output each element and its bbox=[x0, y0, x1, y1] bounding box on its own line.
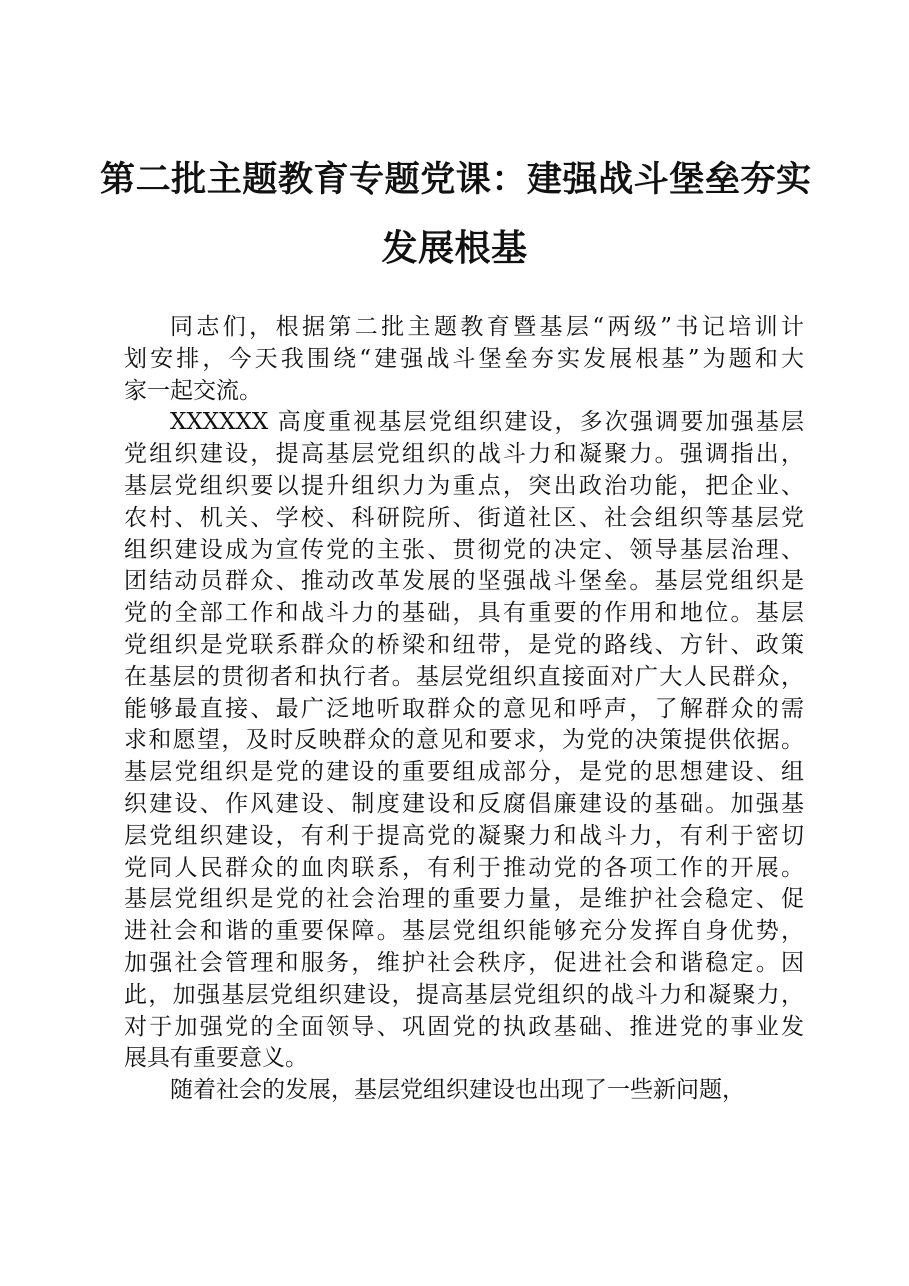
body-line: 此，加强基层党组织建设，提高基层党组织的战斗力和凝聚力， bbox=[124, 981, 804, 1008]
body-line: 同志们，根据第二批主题教育暨基层“两级”书记培训计 bbox=[170, 314, 804, 340]
body-line: 基层党组织要以提升组织力为重点，突出政治功能，把企业、 bbox=[124, 472, 804, 499]
body-line: 基层党组织是党的社会治理的重要力量，是维护社会稳定、促 bbox=[124, 886, 804, 913]
document-title-line-2: 发展根基 bbox=[381, 227, 528, 269]
body-line: 加强社会管理和服务，维护社会秩序，促进社会和谐稳定。因 bbox=[124, 949, 804, 976]
body-line: XXXXXX 高度重视基层党组织建设，多次强调要加强基层 bbox=[170, 409, 804, 436]
body-line: 党组织是党联系群众的桥梁和纽带，是党的路线、方针、政策 bbox=[124, 631, 804, 658]
body-line: 在基层的贯彻者和执行者。基层党组织直接面对广大人民群众， bbox=[124, 663, 804, 690]
body-line: 能够最直接、最广泛地听取群众的意见和呼声，了解群众的需 bbox=[124, 695, 804, 722]
body-line: 组织建设成为宣传党的主张、贯彻党的决定、领导基层治理、 bbox=[124, 536, 804, 563]
body-line: 团结动员群众、推动改革发展的坚强战斗堡垒。基层党组织是 bbox=[124, 568, 804, 595]
body-line: 家一起交流。 bbox=[124, 377, 262, 404]
body-line: 基层党组织是党的建设的重要组成部分，是党的思想建设、组 bbox=[124, 759, 804, 786]
body-line: 划安排，今天我围绕“建强战斗堡垒夯实发展根基”为题和大 bbox=[124, 345, 804, 372]
body-line: 展具有重要意义。 bbox=[124, 1045, 308, 1072]
document-title-line-1: 第二批主题教育专题党课：建强战斗堡垒夯实 bbox=[100, 159, 812, 200]
body-line: 党同人民群众的血肉联系，有利于推动党的各项工作的开展。 bbox=[124, 854, 804, 881]
body-line: 党的全部工作和战斗力的基础，具有重要的作用和地位。基层 bbox=[124, 600, 804, 627]
body-line: 层党组织建设，有利于提高党的凝聚力和战斗力，有利于密切 bbox=[124, 822, 804, 849]
body-line: 对于加强党的全面领导、巩固党的执政基础、推进党的事业发 bbox=[124, 1013, 804, 1040]
body-line: 随着社会的发展，基层党组织建设也出现了一些新问题， bbox=[170, 1077, 745, 1104]
document-body bbox=[124, 312, 804, 1107]
body-line: 农村、机关、学校、科研院所、街道社区、社会组织等基层党 bbox=[124, 504, 804, 531]
body-line: 进社会和谐的重要保障。基层党组织能够充分发挥自身优势， bbox=[124, 918, 804, 945]
body-line: 求和愿望，及时反映群众的意见和要求，为党的决策提供依据。 bbox=[124, 727, 804, 754]
body-line: 党组织建设，提高基层党组织的战斗力和凝聚力。强调指出， bbox=[124, 441, 804, 468]
body-line: 织建设、作风建设、制度建设和反腐倡廉建设的基础。加强基 bbox=[124, 790, 804, 817]
